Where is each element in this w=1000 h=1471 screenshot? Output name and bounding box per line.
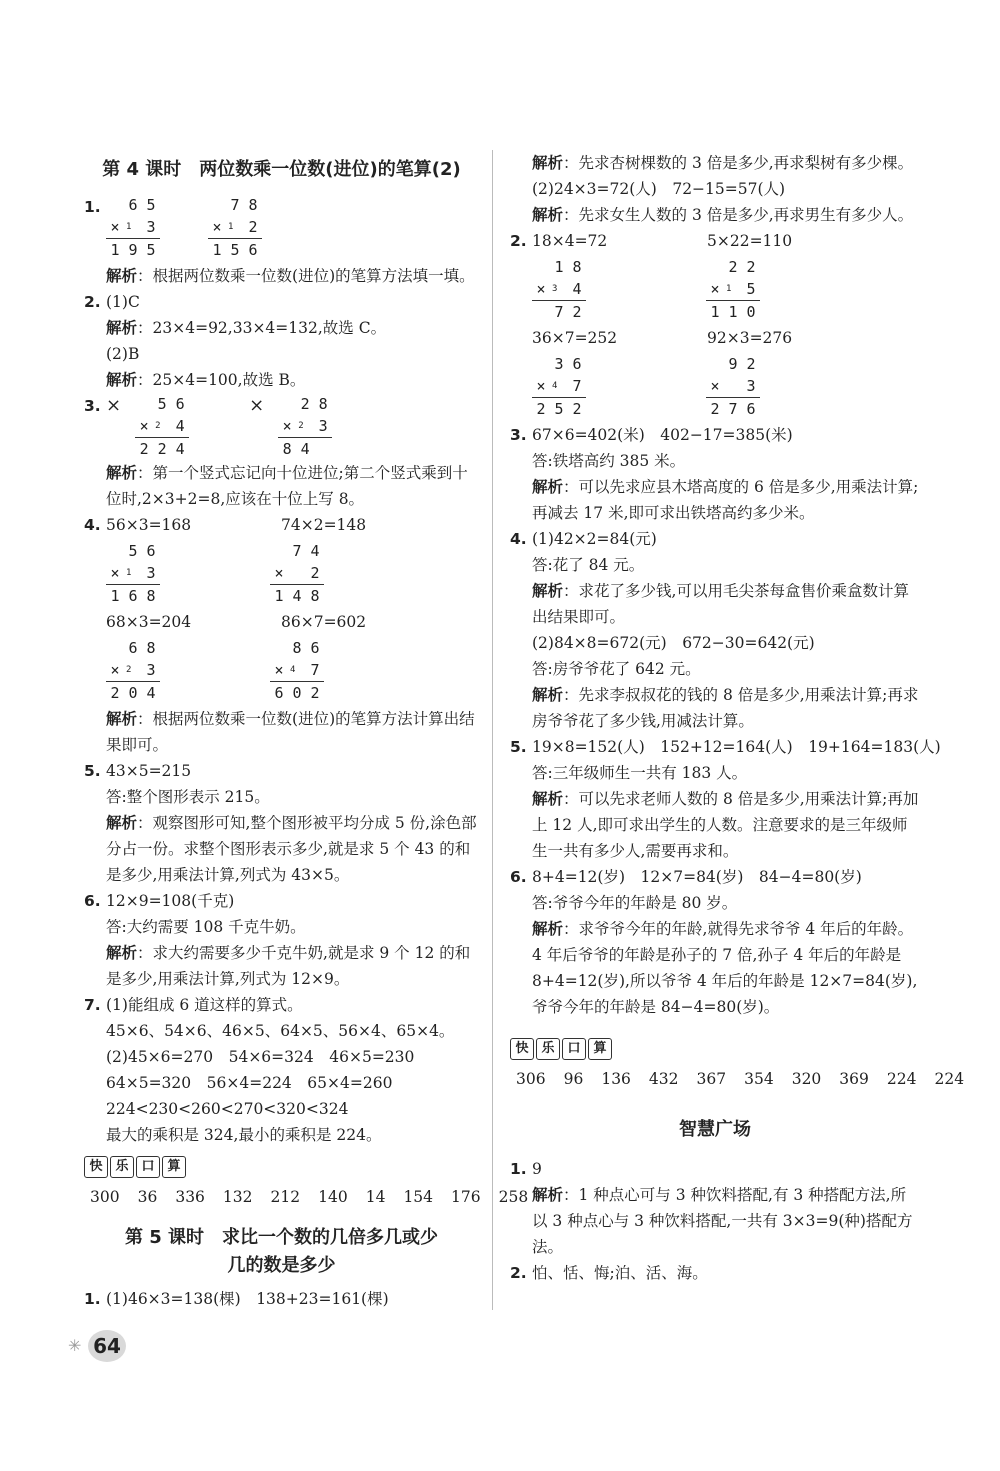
r6: 6. 8+4=12(岁) 12×7=84(岁) 84−4=80(岁): [510, 868, 862, 886]
r1-analysis2: 解析：先求女生人数的 3 倍是多少,再求男生有多少人。: [532, 206, 914, 224]
vertical-calc-digit: [270, 540, 288, 562]
vertical-calc: [106, 194, 160, 261]
q4-eqs-2: 68×3=204 86×7=602: [106, 613, 367, 631]
vertical-calc: [532, 353, 586, 420]
vertical-calc-digit: ×: [110, 661, 120, 679]
r6-answer: 答:爷爷今年的年龄是 80 岁。: [532, 894, 738, 912]
vertical-calc-row: [706, 300, 760, 323]
r4-line2: (2)84×8=672(元) 672−30=642(元): [532, 634, 815, 652]
vertical-calc-digit: 6: [572, 355, 582, 373]
vertical-calc-digit: 4: [552, 381, 558, 391]
vertical-calc-digit: [706, 256, 724, 278]
vertical-calc-digit: [532, 256, 550, 278]
star-icon: ✳: [68, 1336, 82, 1355]
vertical-calc-digit: 2: [572, 303, 582, 321]
vertical-calc: [135, 393, 189, 460]
q4-vertical-calcs: [84, 540, 479, 607]
page-number: 64: [88, 1330, 126, 1362]
r2-vertical-calcs-2: [510, 353, 920, 420]
vertical-calc-row: [706, 397, 760, 420]
vertical-calc-digit: 1: [212, 241, 222, 259]
vertical-calc-digit: 3: [554, 355, 564, 373]
vertical-calc-digit: 6: [128, 639, 138, 657]
vertical-calc-digit: 5: [554, 400, 564, 418]
vertical-calc-digit: 6: [274, 684, 284, 702]
vertical-calc: [706, 353, 760, 420]
r1-analysis: 解析：先求杏树棵数的 3 倍是多少,再求梨树有多少棵。: [532, 154, 914, 172]
vertical-calc-row: [106, 681, 160, 704]
vertical-calc-digit: 2: [126, 665, 132, 675]
vertical-calc-row: [270, 637, 324, 659]
vertical-calc-row: [706, 278, 760, 300]
vertical-calc-digit: 1: [274, 587, 284, 605]
q7-line: 64×5=320 56×4=224 65×4=260: [106, 1074, 393, 1092]
w2: 2. 怕、恬、悔;泊、活、海。: [510, 1264, 708, 1282]
vertical-calc-digit: 4: [310, 542, 320, 560]
vertical-calc-digit: 0: [128, 684, 138, 702]
wisdom-square-title: 智慧广场: [679, 1119, 751, 1140]
vertical-calc-digit: ×: [536, 280, 546, 298]
r6-analysis: 解析：求爷爷今年的年龄,就得先求爷爷 4 年后的年龄。4 年后爷爷的年龄是孙子的 7 倍,孙子 4 年后的年龄是 8+4=12(岁),所以爷爷 4 年后的年龄是 12×7=84(岁),爷爷今年的年龄是 84−4=80(岁)。: [532, 920, 918, 1016]
vertical-calc-row: [208, 238, 262, 261]
vertical-calc-digit: ×: [274, 661, 284, 679]
vertical-calc-digit: ×: [139, 417, 149, 435]
vertical-calc-digit: 8: [248, 196, 258, 214]
vertical-calc-digit: 5: [146, 196, 156, 214]
r2-eqs: 2. 18×4=72 5×22=110: [510, 232, 793, 250]
vertical-calc-digit: [278, 393, 296, 415]
r3-answer: 答:铁塔高约 385 米。: [532, 452, 686, 470]
vertical-calc-digit: [270, 637, 288, 659]
right-column: [510, 150, 965, 1286]
vertical-calc-row: [106, 584, 160, 607]
vertical-calc-digit: 2: [572, 400, 582, 418]
vertical-calc-digit: 2: [310, 564, 320, 582]
vertical-calc-digit: ×: [212, 218, 222, 236]
q1: 1.: [84, 198, 101, 216]
r5-answer: 答:三年级师生一共有 183 人。: [532, 764, 748, 782]
vertical-calc-digit: 2: [139, 440, 149, 458]
r4-analysis2: 解析：先求李叔叔花的钱的 8 倍是多少,用乘法计算;再求房爷爷花了多少钱,用减法计算。: [532, 686, 919, 730]
r5-analysis: 解析：可以先求老师人数的 8 倍是多少,用乘法计算;再加上 12 人,即可求出学生的人数。注意要求的是三年级师生一共有多少人,需要再求和。: [532, 790, 919, 860]
vertical-calc-digit: 8: [146, 639, 156, 657]
q7: 7. (1)能组成 6 道这样的算式。: [84, 996, 303, 1014]
q2b-analysis: 解析：25×4=100,故选 B。: [106, 371, 306, 389]
vertical-calc: [278, 393, 332, 460]
mental-math-answers: 306 96 136 432 367 354 320 369 224 224: [516, 1070, 965, 1088]
vertical-calc-digit: 6: [146, 542, 156, 560]
vertical-calc-digit: 9: [728, 355, 738, 373]
vertical-calc-digit: 5: [146, 241, 156, 259]
vertical-calc-digit: 3: [146, 661, 156, 679]
vertical-calc-row: [106, 238, 160, 261]
vertical-calc-digit: 8: [318, 395, 328, 413]
q7-line: 45×6、54×6、46×5、64×5、56×4、65×4。: [106, 1022, 455, 1040]
vertical-calc-digit: 2: [110, 684, 120, 702]
vertical-calc-digit: 4: [290, 665, 296, 675]
vertical-calc-digit: [532, 353, 550, 375]
vertical-calc-row: [208, 216, 262, 238]
vertical-calc-digit: 7: [230, 196, 240, 214]
mental-math-badge: 快 乐 口 算: [510, 1038, 920, 1060]
vertical-calc-row: [135, 393, 189, 415]
vertical-calc-digit: 2: [536, 400, 546, 418]
vertical-calc-digit: 0: [292, 684, 302, 702]
vertical-calc-digit: 5: [128, 542, 138, 560]
vertical-calc-digit: 1: [710, 303, 720, 321]
vertical-calc-digit: 6: [128, 196, 138, 214]
vertical-calc-digit: 2: [155, 421, 161, 431]
q4-eqs: 4. 56×3=168 74×2=148: [84, 516, 367, 534]
vertical-calc-row: [532, 397, 586, 420]
vertical-calc-digit: 7: [292, 542, 302, 560]
vertical-calc-row: [706, 353, 760, 375]
vertical-calc-digit: 8: [146, 587, 156, 605]
lesson-5-title: 第 5 课时 求比一个数的几倍多几或少几的数是多少: [124, 1227, 439, 1276]
vertical-calc-digit: 3: [146, 218, 156, 236]
vertical-calc-digit: 8: [292, 639, 302, 657]
vertical-calc-row: [532, 353, 586, 375]
vertical-calc-digit: 4: [175, 440, 185, 458]
vertical-calc-digit: 8: [310, 587, 320, 605]
r2-eqs-2: 36×7=252 92×3=276: [532, 329, 793, 347]
q5-analysis: 解析：观察图形可知,整个图形被平均分成 5 份,涂色部分占一份。求整个图形表示多少,就是求 5 个 43 的和是多少,用乘法计算,列式为 43×5。: [106, 814, 477, 884]
q1-analysis: 解析：根据两位数乘一位数(进位)的笔算方法填一填。: [106, 267, 475, 285]
r4-analysis: 解析：求花了多少钱,可以用毛尖茶每盒售价乘盒数计算出结果即可。: [532, 582, 909, 626]
q7-line: 最大的乘积是 324,最小的乘积是 224。: [106, 1126, 382, 1144]
vertical-calc-row: [270, 584, 324, 607]
vertical-calc-digit: [106, 540, 124, 562]
q3-analysis: 解析：第一个竖式忘记向十位进位;第二个竖式乘到十位时,2×3+2=8,应该在十位上写 8。: [106, 464, 468, 508]
vertical-calc-digit: [288, 562, 306, 584]
vertical-calc-row: [106, 562, 160, 584]
vertical-calc-row: [532, 256, 586, 278]
q6: 6. 12×9=108(千克): [84, 892, 235, 910]
vertical-calc-digit: 7: [310, 661, 320, 679]
vertical-calc-row: [270, 681, 324, 704]
vertical-calc-row: [135, 437, 189, 460]
w1: 1. 9: [510, 1160, 542, 1178]
vertical-calc-digit: ×: [710, 280, 720, 298]
r3-analysis: 解析：可以先求应县木塔高度的 6 倍是多少,用乘法计算;再减去 17 米,即可求出铁塔高约多少米。: [532, 478, 919, 522]
vertical-calc-row: [706, 375, 760, 397]
vertical-calc-digit: 2: [310, 684, 320, 702]
vertical-calc-row: [278, 437, 332, 460]
q4-analysis: 解析：根据两位数乘一位数(进位)的笔算方法计算出结果即可。: [106, 710, 475, 754]
vertical-calc-digit: 2: [746, 258, 756, 276]
q6-answer: 答:大约需要 108 千克牛奶。: [106, 918, 306, 936]
vertical-calc-digit: 2: [248, 218, 258, 236]
vertical-calc-digit: 3: [746, 377, 756, 395]
vertical-calc-digit: 1: [726, 284, 732, 294]
vertical-calc-digit: 1: [554, 258, 564, 276]
q6-analysis: 解析：求大约需要多少千克牛奶,就是求 9 个 12 的和是多少,用乘法计算,列式为 12×9。: [106, 944, 471, 988]
vertical-calc-digit: 8: [282, 440, 292, 458]
vertical-calc-digit: 1: [126, 222, 132, 232]
q4-vertical-calcs-2: [84, 637, 479, 704]
l5-q1: 1. (1)46×3=138(棵) 138+23=161(棵): [84, 1290, 389, 1308]
vertical-calc-digit: ×: [282, 417, 292, 435]
vertical-calc-digit: ×: [710, 377, 720, 395]
q2b: (2)B: [106, 345, 140, 363]
vertical-calc-digit: 6: [248, 241, 258, 259]
vertical-calc-digit: 1: [110, 587, 120, 605]
vertical-calc-digit: 1: [110, 241, 120, 259]
vertical-calc: [706, 256, 760, 323]
vertical-calc-row: [278, 415, 332, 437]
vertical-calc-digit: 3: [146, 564, 156, 582]
q2: 2. (1)C: [84, 293, 140, 311]
vertical-calc-row: [135, 415, 189, 437]
q3: 3. × 5 6 × 2 4 2 2 4 × 2 8 × 2 3 8 4: [84, 393, 479, 460]
vertical-calc-row: [278, 393, 332, 415]
vertical-calc-digit: 4: [300, 440, 310, 458]
r2-vertical-calcs: [510, 256, 920, 323]
vertical-calc-row: [706, 256, 760, 278]
vertical-calc-digit: ×: [110, 218, 120, 236]
r4-answer2: 答:房爷爷花了 642 元。: [532, 660, 701, 678]
vertical-calc-row: [270, 562, 324, 584]
vertical-calc-digit: 0: [746, 303, 756, 321]
vertical-calc-digit: [724, 375, 742, 397]
vertical-calc: [208, 194, 262, 261]
vertical-calc: [270, 540, 324, 607]
r1-line: (2)24×3=72(人) 72−15=57(人): [532, 180, 786, 198]
vertical-calc-digit: 3: [318, 417, 328, 435]
vertical-calc-digit: 5: [746, 280, 756, 298]
lesson-4-title: 第 4 课时 两位数乘一位数(进位)的笔算(2): [102, 159, 461, 180]
vertical-calc-digit: [106, 637, 124, 659]
vertical-calc: [270, 637, 324, 704]
r4: 4. (1)42×2=84(元): [510, 530, 657, 548]
vertical-calc-digit: 6: [128, 587, 138, 605]
q1-vertical-calcs: [84, 194, 479, 261]
vertical-calc-digit: 8: [572, 258, 582, 276]
vertical-calc-digit: 2: [746, 355, 756, 373]
q2a-analysis: 解析：23×4=92,33×4=132,故选 C。: [106, 319, 387, 337]
vertical-calc-digit: [106, 194, 124, 216]
r5: 5. 19×8=152(人) 152+12=164(人) 19+164=183(人): [510, 738, 941, 756]
vertical-calc-digit: ×: [110, 564, 120, 582]
vertical-calc-digit: 6: [310, 639, 320, 657]
vertical-calc: [106, 637, 160, 704]
q7-line: 224<230<260<270<320<324: [106, 1100, 349, 1118]
vertical-calc-digit: 2: [710, 400, 720, 418]
vertical-calc-digit: 2: [157, 440, 167, 458]
mental-math-answers: 300 36 336 132 212 140 14 154 176 258: [90, 1188, 529, 1206]
vertical-calc-digit: 7: [572, 377, 582, 395]
vertical-calc-digit: 1: [228, 222, 234, 232]
vertical-calc-row: [106, 540, 160, 562]
vertical-calc-row: [208, 194, 262, 216]
vertical-calc-digit: 7: [554, 303, 564, 321]
vertical-calc-row: [270, 659, 324, 681]
vertical-calc-digit: 4: [146, 684, 156, 702]
vertical-calc-digit: ×: [274, 564, 284, 582]
vertical-calc-digit: 4: [292, 587, 302, 605]
wrong-mark: ×: [106, 395, 122, 416]
vertical-calc-digit: 4: [572, 280, 582, 298]
vertical-calc-digit: [208, 194, 226, 216]
vertical-calc-digit: [706, 353, 724, 375]
r3: 3. 67×6=402(米) 402−17=385(米): [510, 426, 793, 444]
wrong-mark: ×: [249, 395, 265, 416]
vertical-calc-row: [106, 659, 160, 681]
vertical-calc-digit: 1: [728, 303, 738, 321]
vertical-calc-row: [106, 216, 160, 238]
vertical-calc-digit: [135, 393, 153, 415]
mental-math-badge: 快 乐 口 算: [84, 1156, 479, 1178]
vertical-calc: [106, 540, 160, 607]
vertical-calc-digit: 1: [126, 568, 132, 578]
q5-answer: 答:整个图形表示 215。: [106, 788, 270, 806]
column-divider: [492, 150, 493, 1310]
vertical-calc-row: [270, 540, 324, 562]
vertical-calc-digit: 5: [157, 395, 167, 413]
vertical-calc-digit: 5: [230, 241, 240, 259]
vertical-calc-row: [532, 375, 586, 397]
vertical-calc-digit: 2: [728, 258, 738, 276]
vertical-calc-digit: 2: [298, 421, 304, 431]
vertical-calc-digit: [314, 438, 332, 460]
vertical-calc-digit: [532, 301, 550, 323]
vertical-calc-digit: 4: [175, 417, 185, 435]
vertical-calc-digit: 9: [128, 241, 138, 259]
vertical-calc-digit: 2: [300, 395, 310, 413]
vertical-calc-row: [532, 278, 586, 300]
vertical-calc: [532, 256, 586, 323]
vertical-calc-row: [106, 194, 160, 216]
vertical-calc-digit: 7: [728, 400, 738, 418]
left-column: [84, 150, 529, 1312]
q5: 5. 43×5=215: [84, 762, 192, 780]
q7-line: (2)45×6=270 54×6=324 46×5=230: [106, 1048, 415, 1066]
vertical-calc-digit: 6: [746, 400, 756, 418]
vertical-calc-digit: 3: [552, 284, 558, 294]
vertical-calc-row: [106, 637, 160, 659]
vertical-calc-digit: 6: [175, 395, 185, 413]
r4-answer: 答:花了 84 元。: [532, 556, 645, 574]
vertical-calc-digit: ×: [536, 377, 546, 395]
vertical-calc-row: [532, 300, 586, 323]
w1-analysis: 解析：1 种点心可与 3 种饮料搭配,有 3 种搭配方法,所以 3 种点心与 3 种饮料搭配,一共有 3×3=9(种)搭配方法。: [532, 1186, 913, 1256]
